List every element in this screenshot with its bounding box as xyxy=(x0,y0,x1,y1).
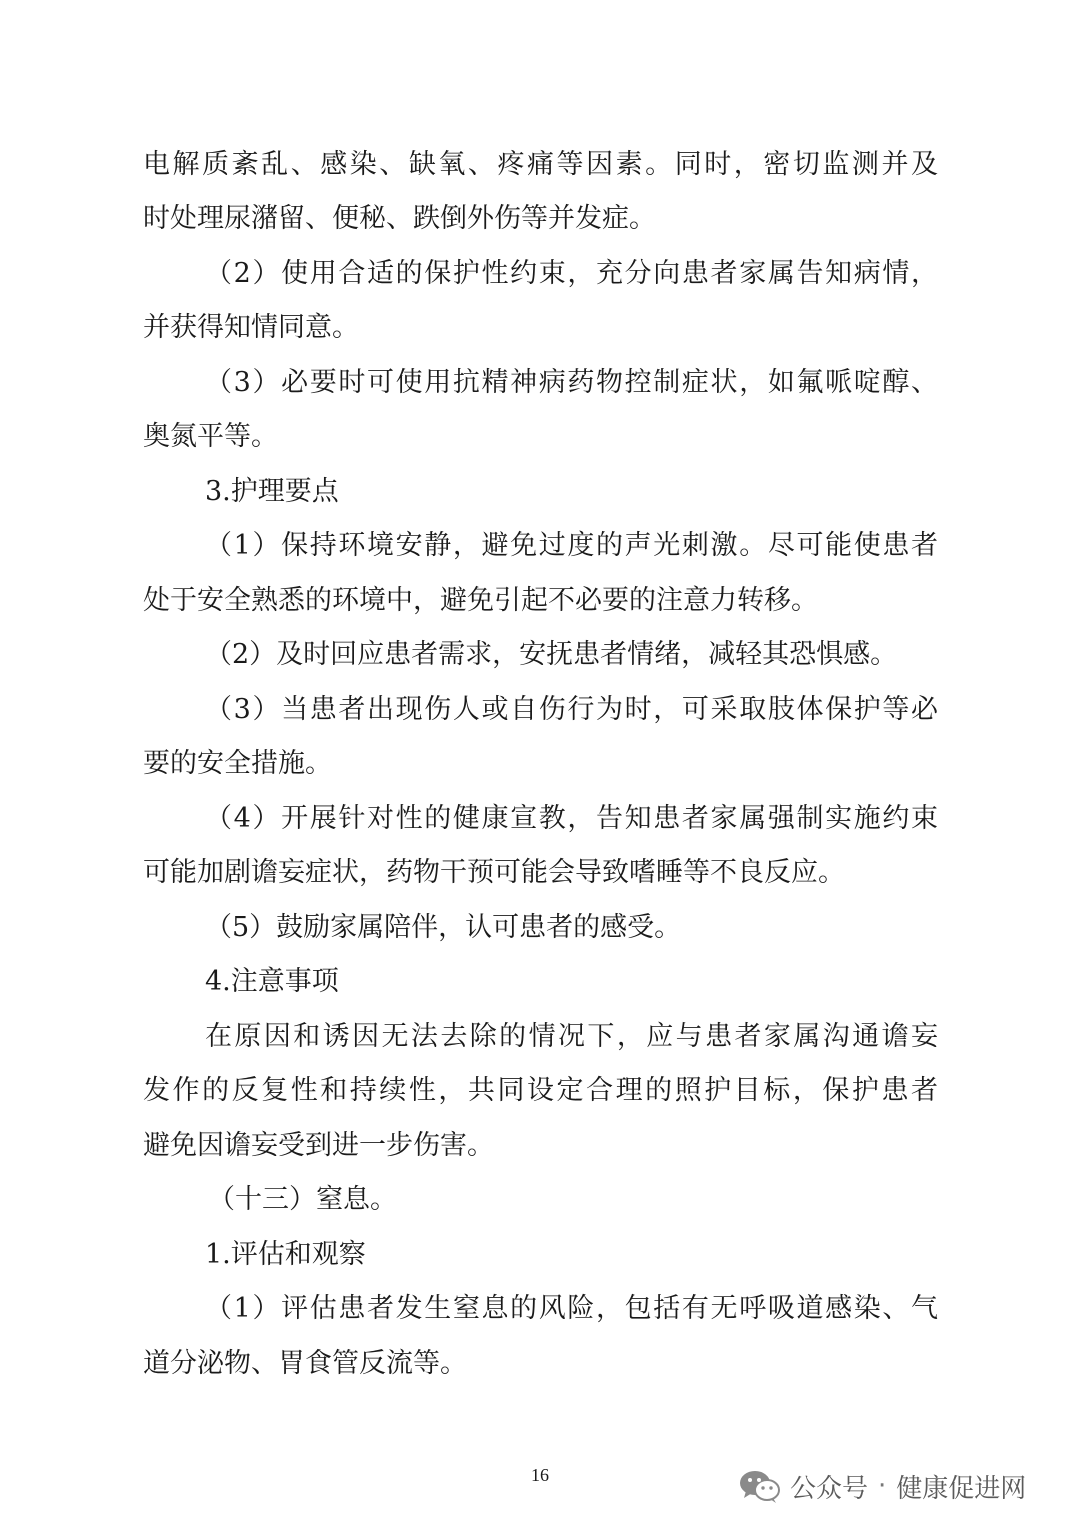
text-line xyxy=(0,799,1080,839)
text-line xyxy=(0,908,1080,948)
text-line xyxy=(0,1017,1080,1057)
text-line xyxy=(0,744,1080,784)
text-line xyxy=(0,145,1080,185)
section-heading-text: 1.评估和观察 xyxy=(205,1239,366,1270)
text-line xyxy=(0,1071,1080,1111)
page-number: 16 xyxy=(531,1465,549,1485)
text-line xyxy=(0,635,1080,675)
wechat-icon xyxy=(738,1468,782,1504)
section-heading-text: 4.注意事项 xyxy=(205,966,339,997)
text-line-content: （3）当患者出现伤人或自伤行为时，可采取肢体保护等必 xyxy=(205,694,938,725)
text-line xyxy=(0,853,1080,893)
section-heading-text: 3.护理要点 xyxy=(205,476,339,507)
text-line xyxy=(0,581,1080,621)
section-heading xyxy=(0,1235,1080,1275)
text-line-content: （2）及时回应患者需求，安抚患者情绪，减轻其恐惧感。 xyxy=(205,639,898,670)
text-line-content: （1）保持环境安静，避免过度的声光刺激。尽可能使患者 xyxy=(205,530,938,561)
watermark-platform: 公众号 xyxy=(790,1473,869,1504)
text-line-content: 处于安全熟悉的环境中，避免引起不必要的注意力转移。 xyxy=(143,585,818,616)
text-line xyxy=(0,199,1080,239)
text-line-content: 时处理尿潴留、便秘、跌倒外伤等并发症。 xyxy=(143,203,656,234)
text-line-content: （3）必要时可使用抗精神病药物控制症状，如氟哌啶醇、 xyxy=(205,367,938,398)
text-line xyxy=(0,254,1080,294)
text-line-content: （1）评估患者发生窒息的风险，包括有无呼吸道感染、气 xyxy=(205,1293,938,1324)
text-line-content: 在原因和诱因无法去除的情况下，应与患者家属沟通谵妄 xyxy=(205,1021,938,1052)
text-line-content: 发作的反复性和持续性，共同设定合理的照护目标，保护患者 xyxy=(143,1075,938,1106)
text-line-content: 电解质紊乱、感染、缺氧、疼痛等因素。同时，密切监测并及 xyxy=(143,149,938,180)
section-heading xyxy=(0,472,1080,512)
section-heading-text: （十三）窒息。 xyxy=(208,1184,397,1215)
text-line-content: （5）鼓励家属陪伴，认可患者的感受。 xyxy=(205,912,682,943)
text-line-content: （2）使用合适的保护性约束，充分向患者家属告知病情， xyxy=(205,258,938,289)
text-line xyxy=(0,417,1080,457)
watermark-account: 健康促进网 xyxy=(896,1473,1027,1504)
text-line xyxy=(0,1344,1080,1384)
text-line xyxy=(0,1126,1080,1166)
text-line-content: 要的安全措施。 xyxy=(143,748,332,779)
watermark xyxy=(738,1466,1026,1506)
text-line-content: （4）开展针对性的健康宣教，告知患者家属强制实施约束 xyxy=(205,803,938,834)
section-heading xyxy=(0,1180,1080,1220)
text-line xyxy=(0,526,1080,566)
watermark-separator: · xyxy=(878,1471,887,1501)
text-line xyxy=(0,363,1080,403)
text-line xyxy=(0,1289,1080,1329)
text-line-content: 避免因谵妄受到进一步伤害。 xyxy=(143,1130,494,1161)
section-heading xyxy=(0,962,1080,1002)
text-line xyxy=(0,690,1080,730)
text-line-content: 道分泌物、胃食管反流等。 xyxy=(143,1348,467,1379)
text-line xyxy=(0,308,1080,348)
text-line-content: 并获得知情同意。 xyxy=(143,312,359,343)
text-line-content: 奥氮平等。 xyxy=(143,421,278,452)
text-line-content: 可能加剧谵妄症状，药物干预可能会导致嗜睡等不良反应。 xyxy=(143,857,845,888)
